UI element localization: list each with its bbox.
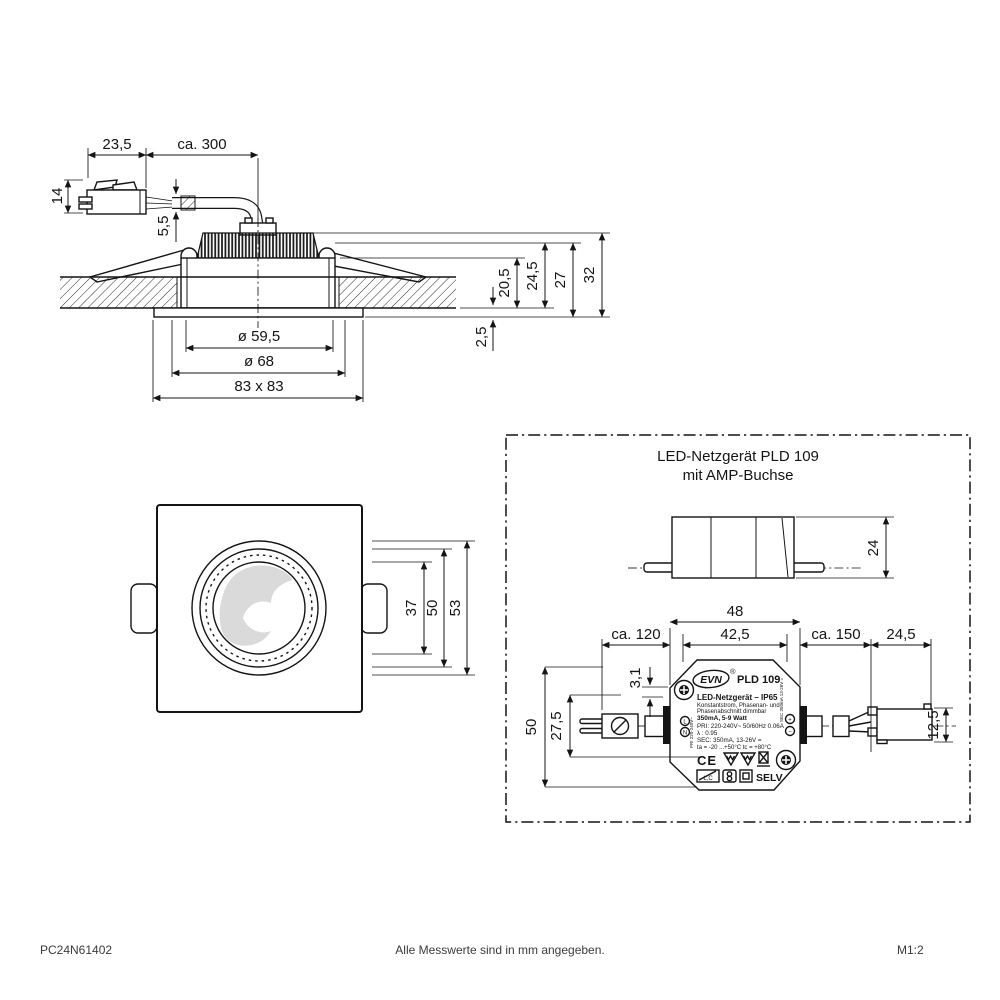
- terminal-l-text: L: [683, 719, 687, 726]
- dim-cutout-diameter: [186, 328, 333, 348]
- dim-lid-width: [683, 626, 787, 645]
- cross-section-view: [49, 136, 610, 402]
- driver-plan-view: [523, 603, 956, 790]
- dim-lens: [403, 562, 424, 654]
- bare-wire: [580, 719, 603, 724]
- dim-label: 23,5: [102, 136, 132, 153]
- cable-segment: [833, 716, 849, 737]
- plug-body: [87, 190, 146, 214]
- label-sec: λ : 0.95: [697, 730, 718, 737]
- cable-sleeve: [181, 196, 195, 210]
- dim-label: 27,5: [548, 711, 565, 741]
- scale-label: M1:2: [897, 943, 924, 957]
- label-temp: ta = -20 ...+50°C tc = +80°C: [697, 745, 772, 751]
- dim-gland-offset: [627, 667, 650, 717]
- dim-outer-square: [153, 378, 363, 398]
- units-note: Alle Messwerte sind in mm angegeben.: [395, 943, 605, 957]
- ceiling-hatch-right: [339, 277, 456, 308]
- bezel-ring-outer: [192, 541, 326, 675]
- pri-side-text: PRI 220-240V~: [689, 717, 694, 748]
- lc-text: L,C: [703, 776, 713, 782]
- dim-label: 50: [424, 599, 441, 617]
- label-desc2: Phasenabschnitt dimmbar: [697, 709, 767, 715]
- terminal-minus-text: −: [788, 729, 792, 736]
- side-wire-right: [792, 563, 824, 572]
- dim-label: 27: [552, 271, 569, 289]
- dim-label: 14: [49, 187, 66, 205]
- input-cable: [580, 714, 667, 738]
- trim-bezel: [154, 308, 363, 317]
- terminal-n-text: N: [682, 730, 688, 737]
- label-desc1: Konstantstrom, Phasenan- und: [697, 703, 780, 709]
- dim-height-32: [581, 233, 602, 317]
- dim-label: 48: [726, 603, 744, 620]
- dim-label: 2,5: [473, 326, 490, 348]
- dim-connector-length: [871, 626, 931, 645]
- side-wire-left: [644, 563, 676, 572]
- doc-number: PC24N61402: [40, 943, 113, 957]
- driver-panel: [506, 435, 970, 822]
- dim-height-27: [552, 243, 573, 317]
- dim-label: 24,5: [886, 626, 916, 643]
- label-pri: PRI: 220-240V~ 50/60Hz 0.06A: [697, 723, 784, 730]
- connector-pin: [868, 728, 877, 736]
- screw-bottom-right: [777, 751, 796, 770]
- dim-label: 50: [523, 718, 540, 736]
- dim-label: 12,5: [925, 710, 942, 740]
- terminal-plus-text: +: [788, 717, 792, 724]
- dim-height-245: [524, 243, 545, 308]
- dim-label: 20,5: [496, 268, 513, 298]
- selv-text: SELV: [756, 772, 783, 784]
- dim-cable-offset: [548, 695, 570, 757]
- plug-pin: [79, 197, 92, 202]
- driver-housing-plan: [663, 660, 807, 790]
- mounting-tab-right: [361, 584, 387, 633]
- label-title: LED-Netzgerät – IP65: [697, 693, 778, 702]
- socket-step: [877, 740, 887, 744]
- dim-bezel: [447, 541, 467, 675]
- dim-label: 37: [403, 599, 420, 617]
- driver-housing-side: [672, 517, 794, 578]
- dim-recess-depth: [496, 258, 517, 308]
- connector-pin: [868, 707, 877, 715]
- dim-label: 3,1: [627, 667, 644, 689]
- dim-connector-height: [925, 708, 946, 742]
- sec-side-text: SEC 350mA 13-26V =: [779, 677, 784, 722]
- amp-plug: [79, 180, 146, 214]
- amp-socket-body: [877, 709, 932, 740]
- plug-pin: [79, 204, 92, 209]
- dim-ring: [424, 549, 444, 667]
- bare-wire: [580, 729, 603, 734]
- dim-plug-height: [49, 180, 68, 213]
- dim-label: ca. 300: [177, 136, 227, 153]
- label-power: 350mA, 5-9 Watt: [697, 715, 747, 722]
- dim-label: ø 59,5: [237, 328, 281, 345]
- ce-mark: CE: [697, 753, 718, 768]
- footer: [40, 943, 924, 957]
- dim-label: 5,5: [155, 215, 172, 237]
- model-text: PLD 109: [737, 674, 781, 686]
- front-view: [131, 505, 475, 712]
- dim-label: 24,5: [524, 261, 541, 291]
- dim-cable-diameter: [155, 179, 176, 242]
- dim-body-width: [670, 603, 800, 622]
- dim-label: ca. 120: [611, 626, 661, 643]
- driver-side-view: [628, 517, 894, 578]
- output-cable: [804, 704, 932, 744]
- dim-cable-length: [146, 136, 258, 155]
- dim-inner-diameter: [172, 353, 345, 373]
- dim-label: 53: [447, 599, 464, 617]
- screw-top-left: [675, 681, 694, 700]
- dim-label: 83 x 83: [234, 378, 284, 395]
- dim-side-height: [865, 517, 886, 578]
- label-lambda: SEC: 350mA, 13-26V =: [697, 737, 762, 744]
- panel-title-line2: mit AMP-Buchse: [682, 467, 794, 484]
- dim-bezel-thickness: [473, 287, 493, 351]
- panel-title-line1: LED-Netzgerät PLD 109: [657, 448, 819, 465]
- dim-label: 24: [865, 539, 882, 557]
- dim-label: ø 68: [243, 353, 275, 370]
- dim-plug-width: [88, 136, 146, 155]
- socket-latch: [924, 704, 931, 709]
- dim-label: ca. 150: [811, 626, 861, 643]
- registered-mark: ®: [730, 667, 736, 676]
- dim-label: 42,5: [720, 626, 750, 643]
- dim-input-cable: [602, 626, 670, 645]
- dim-output-cable: [800, 626, 871, 645]
- mounting-tab-left: [131, 584, 157, 633]
- dim-label: 32: [581, 266, 598, 284]
- ceiling-hatch-left: [60, 277, 177, 308]
- dim-body-height: [523, 667, 545, 787]
- brand-text: EVN: [700, 674, 722, 686]
